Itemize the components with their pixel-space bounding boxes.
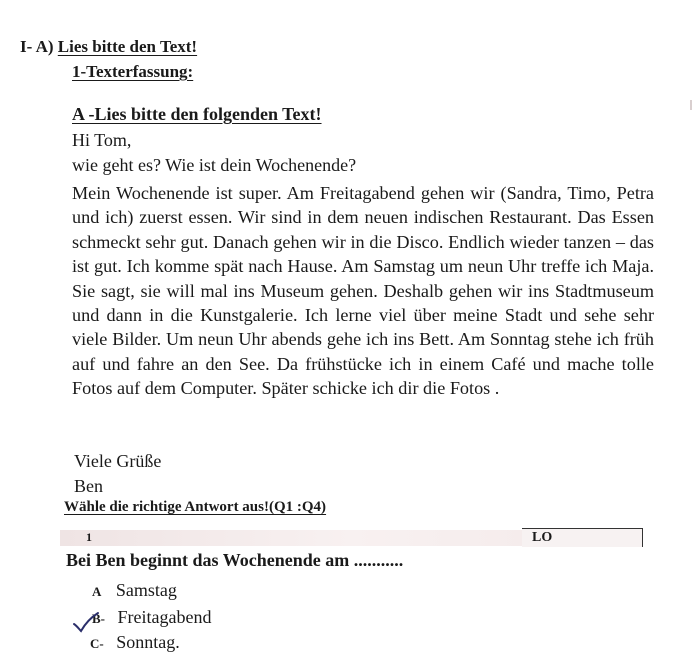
option-letter: A [92,584,102,599]
instruction: Wähle die richtige Antwort aus!(Q1 :Q4) [64,499,327,515]
task-heading: A -Lies bitte den folgenden Text! [72,104,322,124]
option-a[interactable] [92,580,177,601]
letter-question: wie geht es? Wie ist dein Wochenende? [72,155,357,175]
checkmark-icon [72,610,102,634]
lo-box [522,528,643,547]
option-letter: C- [90,636,104,651]
section-title: Lies bitte den Text! [57,37,198,56]
letter-greeting: Hi Tom, [72,130,132,150]
section-number: I- A) [20,37,54,56]
question-text: Bei Ben beginnt das Wochenende am ........... [66,550,404,570]
option-text: Samstag [115,580,177,600]
option-letter: B- [92,611,105,626]
letter-closing: Viele Grüße [74,451,162,471]
lo-label: LO [532,530,553,545]
section-header [20,37,197,57]
scan-mark [690,100,692,110]
letter-signature: Ben [74,476,103,496]
option-b[interactable] [92,607,211,628]
section-subtitle: 1-Texterfassung: [72,62,194,81]
option-text: Sonntag. [116,632,180,652]
option-text: Freitagabend [117,607,212,627]
option-c[interactable] [90,632,180,653]
letter-body: Mein Wochenende ist super. Am Freitagabend gehen wir (Sandra, Timo, Petra und ich) zuerst essen. Wir sind in dem neuen indischen Restaurant. Das Essen schmeckt sehr gut. Danach gehen wir in die Disco. Endlich wieder tanzen – das ist gut. Ich komme spät nach Hause. Am Samstag um neun Uhr treffe ich Maja. Sie sagt, sie will mal ins Museum gehen. Deshalb gehen wir ins Stadtmuseum und dann in die Kunstgalerie. Ich lerne viel über meine Stadt und sehe sehr viele Bilder. Um neun Uhr abends gehe ich ins Bett. Am Sonntag stehe ich früh auf und fahre an den See. Da frühstücke ich in einem Café und mache tolle Fotos auf dem Computer. Später schicke ich dir die Fotos . [72,183,654,399]
question-number: 1 [86,530,92,544]
